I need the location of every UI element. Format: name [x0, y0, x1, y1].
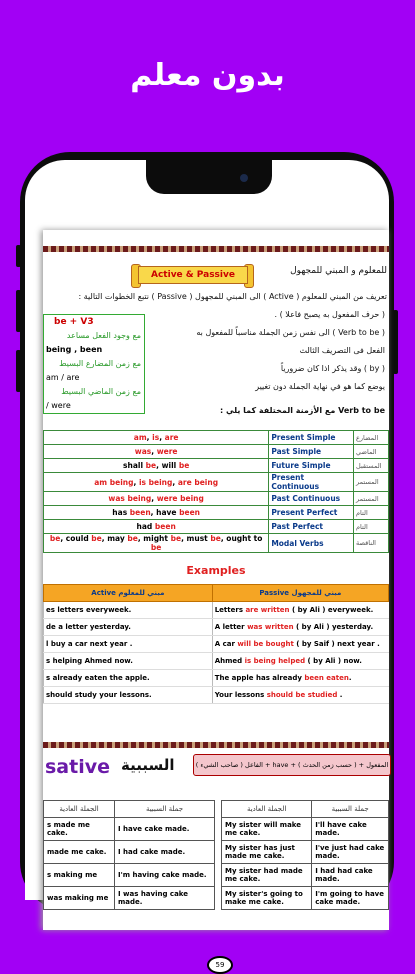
cell: My sister had made me cake. [222, 864, 312, 887]
tense-form: was, were [44, 445, 269, 459]
examples-table [43, 584, 389, 704]
column-header: جملة السببية [114, 801, 214, 818]
table-row [44, 534, 389, 553]
box-line: am / are [46, 373, 80, 382]
table-row [44, 841, 215, 864]
rule-line: ( حرف المفعول به يصبح فاعلا ) . [274, 310, 385, 319]
passive-example: Ahmed is being helped ( by Ali ) now. [212, 653, 388, 670]
tense-ar: التام [354, 520, 389, 534]
cell: I was having cake made. [114, 887, 214, 910]
box-line: being , been [46, 345, 103, 354]
table-row [44, 887, 215, 910]
page-number: 59 [207, 956, 233, 974]
phone-side-button [16, 290, 21, 332]
causative-rule: المفعول + ( حسب زمن الحدث ) + have + الفاعل ( صاحب الشيء ) [193, 754, 391, 776]
phone-screen[interactable] [25, 160, 389, 969]
header-label: Passive [259, 589, 290, 597]
table-row [222, 887, 389, 910]
cell: I'll have cake made. [312, 818, 389, 841]
camera-icon [240, 174, 248, 182]
table-row [44, 459, 389, 473]
tense-name: Modal Verbs [269, 534, 354, 553]
tense-form: was being, were being [44, 492, 269, 506]
box-line: مع زمن المضارع البسيط [59, 359, 141, 368]
passive-example: The apple has already been eaten. [212, 670, 388, 687]
table-row [222, 818, 389, 841]
tense-name: Present Perfect [269, 506, 354, 520]
doc-title-ar: للمعلوم و المبني للمجهول [290, 266, 387, 276]
tense-form: shall be, will be [44, 459, 269, 473]
header-label: Active [91, 589, 116, 597]
rule-line: ( Verb to be ) الى نفس زمن الجملة مناسباً للمفعول به [196, 328, 385, 337]
page-border-mid [43, 742, 389, 748]
tense-ar: المستقبل [354, 459, 389, 473]
tense-form: am being, is being, are being [44, 473, 269, 492]
rule-line: Verb to be مع الأزمنة المختلفة كما يلي : [219, 406, 385, 415]
passive-example: Letters are written ( by Ali ) everyweek. [212, 602, 388, 619]
table-row [44, 864, 215, 887]
table-row [44, 492, 389, 506]
box-line: / were [46, 401, 71, 410]
active-example: s already eaten the apple. [44, 670, 213, 687]
cell: I had had cake made. [312, 864, 389, 887]
header-passive [212, 585, 388, 602]
tense-form: am, is, are [44, 431, 269, 445]
table-row [44, 636, 389, 653]
tense-ar: التام [354, 506, 389, 520]
cell: I'm having cake made. [114, 864, 214, 887]
tense-ar: المستمر [354, 473, 389, 492]
tense-name: Future Simple [269, 459, 354, 473]
header-label-ar: مبني للمعلوم [118, 589, 165, 597]
formula-text: be + V3 [54, 317, 94, 327]
table-row [44, 619, 389, 636]
causative-table-right [221, 800, 389, 910]
phone-side-button [16, 350, 21, 392]
header-label-ar: مبني للمجهول [291, 589, 342, 597]
rule-line: يوضع كما هو في نهاية الجملة دون تغيير [255, 382, 385, 391]
examples-title: Examples [186, 564, 246, 577]
header-active [44, 585, 213, 602]
table-row [44, 520, 389, 534]
table-row [44, 687, 389, 704]
causative-title-ar: السببية [121, 756, 175, 774]
document-page[interactable] [43, 230, 389, 969]
column-header: جملة السببية [312, 801, 389, 818]
causative-table-left [43, 800, 215, 910]
page-border-top [43, 246, 389, 252]
table-row [44, 506, 389, 520]
cell: s making me [44, 864, 115, 887]
active-example: should study your lessons. [44, 687, 213, 704]
rule-line: تعريف من المبني للمعلوم ( Active ) الى المبني للمجهول ( Passive ) نتبع الخطوات التالية : [78, 292, 387, 301]
cell: I have cake made. [114, 818, 214, 841]
table-row [222, 841, 389, 864]
tense-ar: الناقصة [354, 534, 389, 553]
column-header: الجملة العادية [44, 801, 115, 818]
active-example: l buy a car next year . [44, 636, 213, 653]
formula-box [43, 314, 145, 414]
cell: My sister will make me cake. [222, 818, 312, 841]
table-row [44, 602, 389, 619]
cell: My sister has just made me cake. [222, 841, 312, 864]
cell: My sister's going to make me cake. [222, 887, 312, 910]
phone-side-button [16, 245, 21, 267]
table-row [222, 864, 389, 887]
tense-name: Past Simple [269, 445, 354, 459]
rule-line: الفعل فى التصريف الثالث [299, 346, 385, 355]
tense-table [43, 430, 389, 553]
causative-title: sative [45, 756, 110, 778]
passive-example: A car will be bought ( by Saif ) next year . [212, 636, 388, 653]
table-header-row [222, 801, 389, 818]
table-row [44, 473, 389, 492]
column-header: الجملة العادية [222, 801, 312, 818]
box-line: مع زمن الماضي البسيط [61, 387, 141, 396]
table-row [44, 445, 389, 459]
active-example: es letters everyweek. [44, 602, 213, 619]
cell: I've just had cake made. [312, 841, 389, 864]
tense-form: be, could be, may be, might be, must be, ought to be [44, 534, 269, 553]
box-line: مع وجود الفعل مساعد [66, 331, 141, 340]
cell: I'm going to have cake made. [312, 887, 389, 910]
cell: I had cake made. [114, 841, 214, 864]
table-row [44, 431, 389, 445]
phone-side-button [393, 310, 398, 374]
cell: s made me cake. [44, 818, 115, 841]
tense-name: Present Continuous [269, 473, 354, 492]
tense-name: Past Perfect [269, 520, 354, 534]
notch [146, 160, 272, 194]
tense-form: has been, have been [44, 506, 269, 520]
tense-ar: المستمر [354, 492, 389, 506]
active-example: s helping Ahmed now. [44, 653, 213, 670]
topic-badge: Active & Passive [138, 266, 248, 284]
cell: was making me [44, 887, 115, 910]
rule-line: ( by ) وقد يذكر اذا كان ضرورياً [280, 364, 385, 373]
tense-name: Past Continuous [269, 492, 354, 506]
table-row [44, 818, 215, 841]
table-row [44, 653, 389, 670]
tense-form: had been [44, 520, 269, 534]
passive-example: Your lessons should be studied . [212, 687, 388, 704]
active-example: de a letter yesterday. [44, 619, 213, 636]
tense-ar: المضارع [354, 431, 389, 445]
table-header-row [44, 801, 215, 818]
cell: made me cake. [44, 841, 115, 864]
tense-name: Present Simple [269, 431, 354, 445]
promo-headline: بدون معلم [130, 58, 285, 93]
table-header-row [44, 585, 389, 602]
passive-example: A letter was written ( by Ali ) yesterday. [212, 619, 388, 636]
table-row [44, 670, 389, 687]
tense-ar: الماضي [354, 445, 389, 459]
